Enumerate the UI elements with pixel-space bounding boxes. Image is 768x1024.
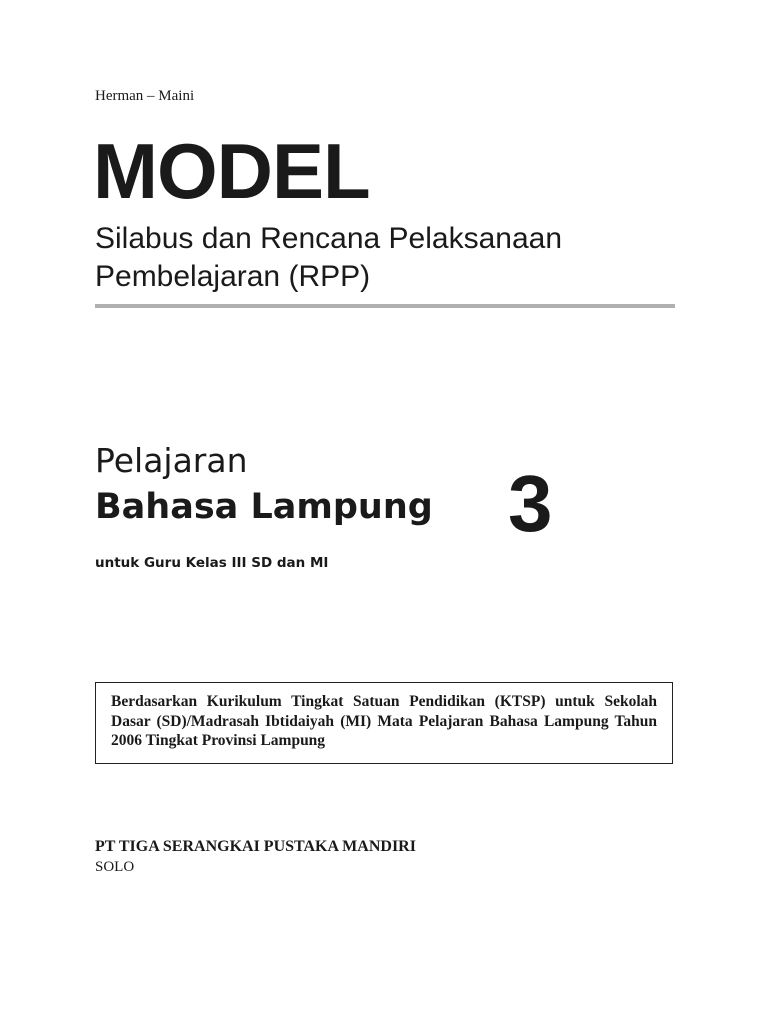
author-names: Herman – Maini bbox=[95, 88, 195, 104]
curriculum-box bbox=[95, 682, 673, 764]
publisher-city: SOLO bbox=[95, 859, 135, 875]
main-title: MODEL bbox=[93, 127, 370, 215]
subtitle bbox=[95, 220, 695, 296]
subject-label: Pelajaran bbox=[95, 441, 248, 480]
subtitle-line-1: Silabus dan Rencana Pelaksanaan bbox=[95, 222, 563, 255]
publisher-name: PT TIGA SERANGKAI PUSTAKA MANDIRI bbox=[95, 838, 416, 855]
curriculum-note: Berdasarkan Kurikulum Tingkat Satuan Pendidikan (KTSP) untuk Sekolah Dasar (SD)/Madrasah Ibtidaiyah (MI) Mata Pelajaran Bahasa Lampung Tahun 2006 Tingkat Provinsi Lampung bbox=[111, 693, 657, 749]
subtitle-line-2: Pembelajaran (RPP) bbox=[95, 260, 371, 293]
audience-text: untuk Guru Kelas III SD dan MI bbox=[95, 555, 329, 571]
horizontal-divider bbox=[95, 304, 675, 308]
grade-number: 3 bbox=[508, 459, 553, 548]
subject-name: Bahasa Lampung bbox=[95, 487, 433, 527]
